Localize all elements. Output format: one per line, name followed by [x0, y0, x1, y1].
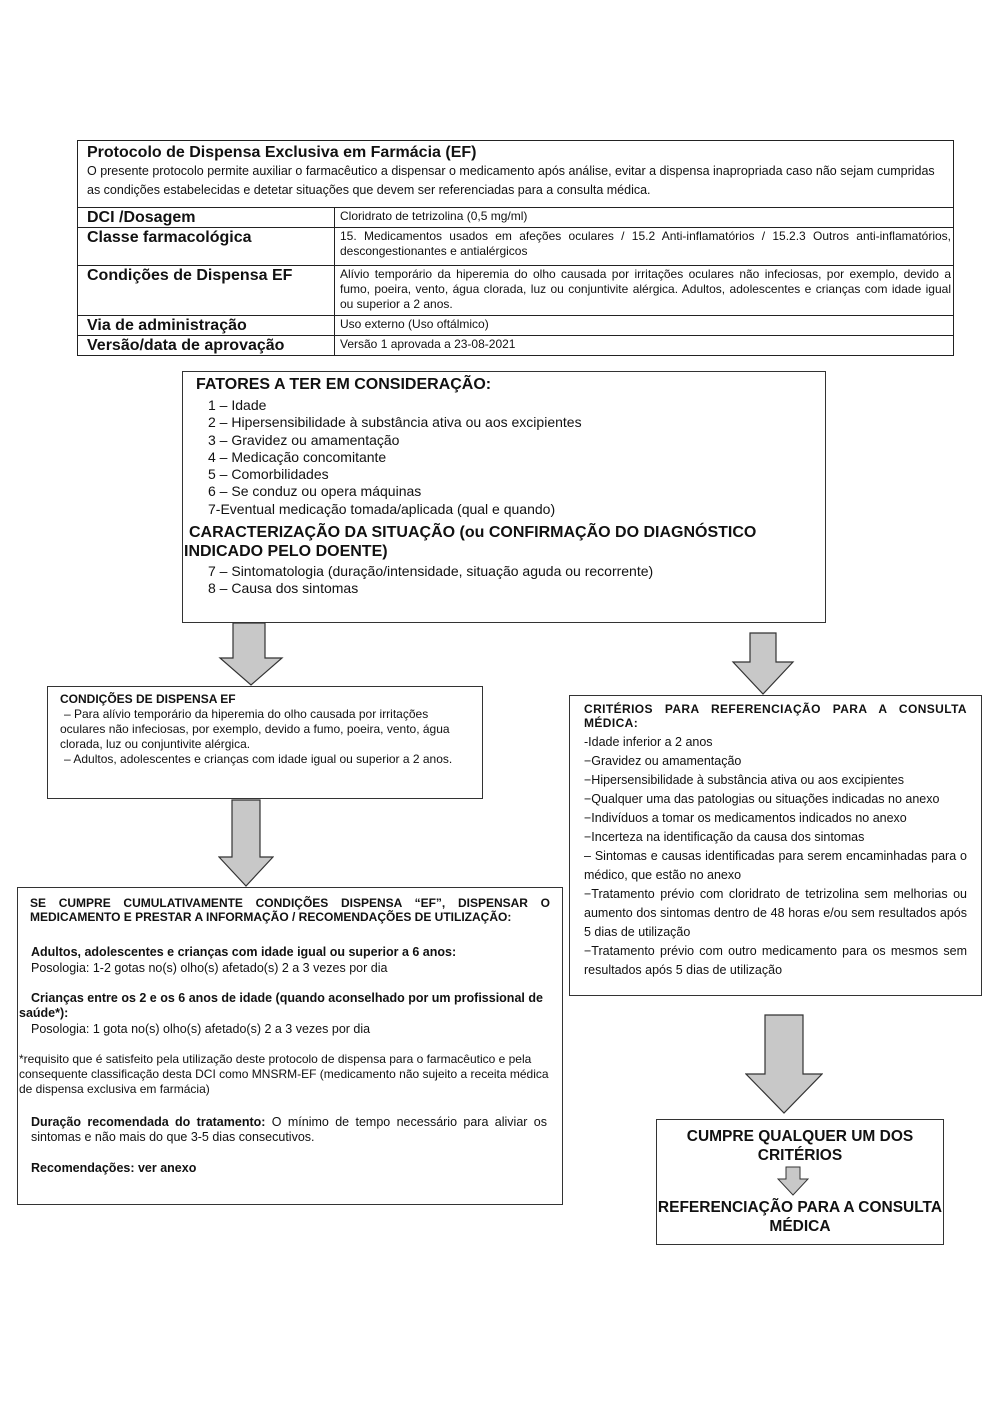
row-label: Condições de Dispensa EF [78, 266, 335, 315]
factor-item: 2 – Hipersensibilidade à substância ativa ou aos excipientes [208, 414, 582, 431]
dispense-information-box [17, 887, 563, 1205]
criteria-item: −Tratamento prévio com outro medicamento para os mesmos sem resultados após 5 dias de utilização [584, 944, 967, 977]
arrow-down-icon [777, 1166, 809, 1196]
row-pharmacological-class [78, 228, 953, 266]
factors-box [182, 371, 826, 623]
criteria-item: −Incerteza na identificação da causa dos sintomas [584, 830, 865, 844]
footnote: *requisito que é satisfeito pela utilização deste protocolo de dispensa para o farmacêutico e pela consequente classificação desta DCI como MNSRM-EF (medicamento não sujeito a receita médica de dispensa exclusiva em farmácia) [19, 1052, 549, 1096]
adults-posology: Posologia: 1-2 gotas no(s) olho(s) afetado(s) 2 a 3 vezes por dia [31, 961, 388, 975]
row-dci [78, 208, 953, 228]
criteria-item: – Sintomas e causas identificadas para serem encaminhadas para o médico, que estão no anexo [584, 849, 967, 882]
row-label: DCI /Dosagem [78, 208, 335, 227]
factor-item: 3 – Gravidez ou amamentação [208, 431, 400, 448]
criteria-item: −Gravidez ou amamentação [584, 754, 742, 768]
children-heading: Crianças entre os 2 e os 6 anos de idade (quando aconselhado por um profissional de saúde*): [19, 991, 543, 1020]
factor-item: 6 – Se conduz ou opera máquinas [208, 483, 422, 500]
criteria-item: −Hipersensibilidade à substância ativa ou aos excipientes [584, 773, 904, 787]
referral-box [656, 1119, 944, 1245]
factor-item: 7-Eventual medicação tomada/aplicada (qual e quando) [208, 500, 556, 517]
row-label: Via de administração [78, 316, 335, 335]
treatment-duration: Duração recomendada do tratamento: O mínimo de tempo necessário para aliviar os sintomas e não mais do que 3-5 dias consecutivos. [31, 1115, 547, 1144]
row-label: Classe farmacológica [78, 228, 335, 265]
factor-item: 5 – Comorbilidades [208, 466, 329, 483]
situation-list [208, 563, 653, 598]
info-title: SE CUMPRE CUMULATIVAMENTE CONDIÇÕES DISPENSA “EF”, DISPENSAR O MEDICAMENTO E PRESTAR A INFORMAÇÃO / RECOMENDAÇÕES DE UTILIZAÇÃO: [30, 896, 550, 924]
situation-item: 7 – Sintomatologia (duração/intensidade, situação aguda ou recorrente) [208, 563, 654, 579]
condition-line: – Adultos, adolescentes e crianças com idade igual ou superior a 2 anos. [64, 752, 453, 766]
referral-condition: CUMPRE QUALQUER UM DOS CRITÉRIOS [686, 1128, 914, 1164]
factors-title: FATORES A TER EM CONSIDERAÇÃO: [196, 376, 492, 393]
row-version [78, 336, 953, 356]
arrow-down-icon [218, 799, 274, 887]
situation-item: 8 – Causa dos sintomas [208, 580, 359, 597]
arrow-down-icon [730, 632, 796, 696]
children-posology: Posologia: 1 gota no(s) olho(s) afetado(s) 2 a 3 vezes por dia [31, 1022, 371, 1036]
row-value: Cloridrato de tetrizolina (0,5 mg/ml) [340, 209, 528, 223]
row-value: Versão 1 aprovada a 23-08-2021 [340, 337, 516, 351]
referral-criteria-box [569, 695, 982, 996]
row-value: 15. Medicamentos usados em afeções oculares / 15.2 Anti-inflamatórios / 15.2.3 Outros anti-inflamatórios, descongestionantes e antialérgicos [340, 229, 951, 258]
criteria-title: CRITÉRIOS PARA REFERENCIAÇÃO PARA A CONSULTA MÉDICA: [584, 702, 967, 730]
conditions-title: CONDIÇÕES DE DISPENSA EF [60, 692, 236, 706]
factors-list [208, 397, 582, 518]
row-value: Uso externo (Uso oftálmico) [340, 317, 489, 331]
arrow-down-icon [745, 1014, 823, 1114]
adults-heading: Adultos, adolescentes e crianças com idade igual ou superior a 6 anos: [31, 945, 457, 959]
protocol-title: Protocolo de Dispensa Exclusiva em Farmácia (EF) [87, 144, 477, 161]
protocol-header-table [77, 140, 954, 356]
situation-title: CARACTERIZAÇÃO DA SITUAÇÃO (ou CONFIRMAÇÃO DO DIAGNÓSTICO INDICADO PELO DOENTE) [184, 524, 757, 560]
factor-item: 4 – Medicação concomitante [208, 448, 387, 465]
row-label: Versão/data de aprovação [78, 336, 335, 356]
criteria-item: -Idade inferior a 2 anos [584, 735, 713, 749]
criteria-item: −Indivíduos a tomar os medicamentos indicados no anexo [584, 811, 907, 825]
condition-line: – Para alívio temporário da hiperemia do olho causada por irritações oculares não infeciosas, por exemplo, devido a fumo, poeira, vento, água clorada, luz ou conjuntivite alérgica. [60, 707, 450, 751]
dispense-conditions-box [47, 686, 483, 799]
row-dispense-conditions [78, 266, 953, 316]
recommendations: Recomendações: ver anexo [31, 1161, 197, 1175]
referral-action: REFERENCIAÇÃO PARA A CONSULTA MÉDICA [657, 1199, 943, 1235]
row-value: Alívio temporário da hiperemia do olho causada por irritações oculares não infeciosas, por exemplo, devido a fumo, poeira, vento, água clorada, luz ou conjuntivite alérgica. Adultos, adolescentes e crianças com idade igual ou superior a 2 anos. [340, 267, 951, 311]
protocol-description: O presente protocolo permite auxiliar o farmacêutico a dispensar o medicamento após análise, evitar a dispensa inapropriada caso não sejam cumpridas as condições estabelecidas e detetar situações que devem ser referenciadas para a consulta médica. [87, 164, 935, 197]
arrow-down-icon [218, 622, 284, 686]
criteria-item: −Qualquer uma das patologias ou situações indicadas no anexo [584, 792, 940, 806]
factor-item: 1 – Idade [208, 397, 267, 413]
row-administration-route [78, 316, 953, 336]
criteria-item: −Tratamento prévio com cloridrato de tetrizolina sem melhorias ou aumento dos sintomas dentro de 48 horas e/ou sem resultados após 5 dias de utilização [584, 887, 967, 939]
protocol-intro [78, 141, 953, 208]
